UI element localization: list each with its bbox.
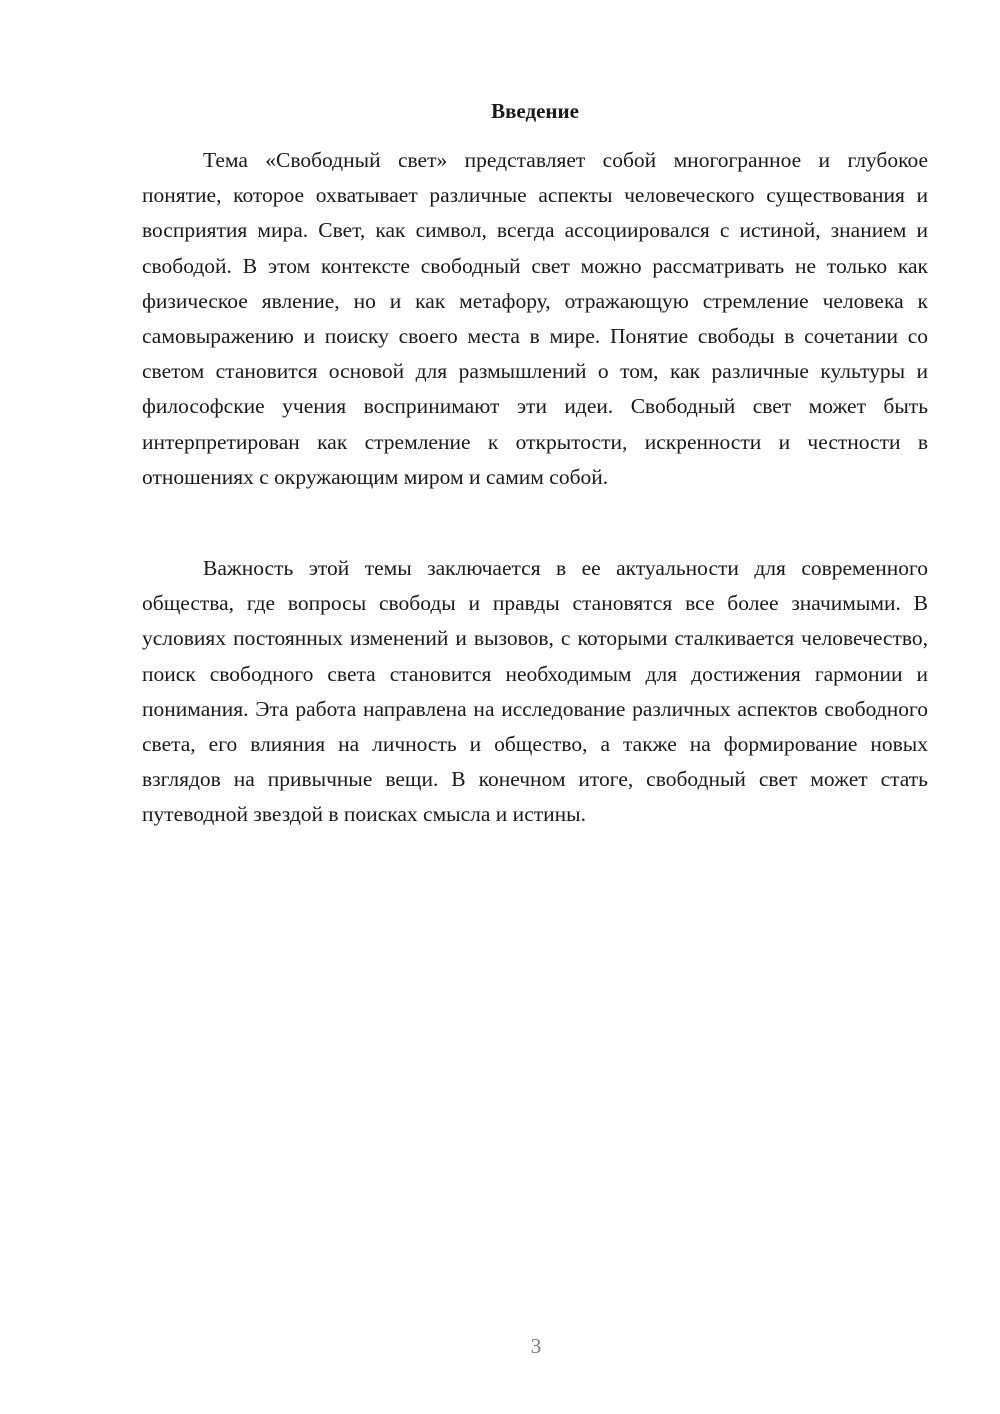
page-number: 3	[530, 1334, 542, 1358]
paragraph-1: Тема «Свободный свет» представляет собой многогранное и глубокое понятие, которое охватывает различные аспекты человеческого существования и восприятия мира. Свет, как символ, всегда ассоциировался с истиной, знанием и свободой. В этом контексте свободный свет можно рассматривать не только как физическое явление, но и как метафору, отражающую стремление человека к самовыражению и поиску своего места в мире. Понятие свободы в сочетании со светом становится основой для размышлений о том, как различные культуры и философские учения воспринимают эти идеи. Свободный свет может быть интерпретирован как стремление к открытости, искренности и честности в отношениях с окружающим миром и самим собой.	[142, 148, 928, 489]
paragraph-2: Важность этой темы заключается в ее актуальности для современного общества, где вопросы свободы и правды становятся все более значимыми. В условиях постоянных изменений и вызовов, с которыми сталкивается человечество, поиск свободного света становится необходимым для достижения гармонии и понимания. Эта работа направлена на исследование различных аспектов свободного света, его влияния на личность и общество, а также на формирование новых взглядов на привычные вещи. В конечном итоге, свободный свет может стать путеводной звездой в поисках смысла и истины.	[142, 556, 928, 827]
section-heading: Введение	[491, 99, 579, 123]
